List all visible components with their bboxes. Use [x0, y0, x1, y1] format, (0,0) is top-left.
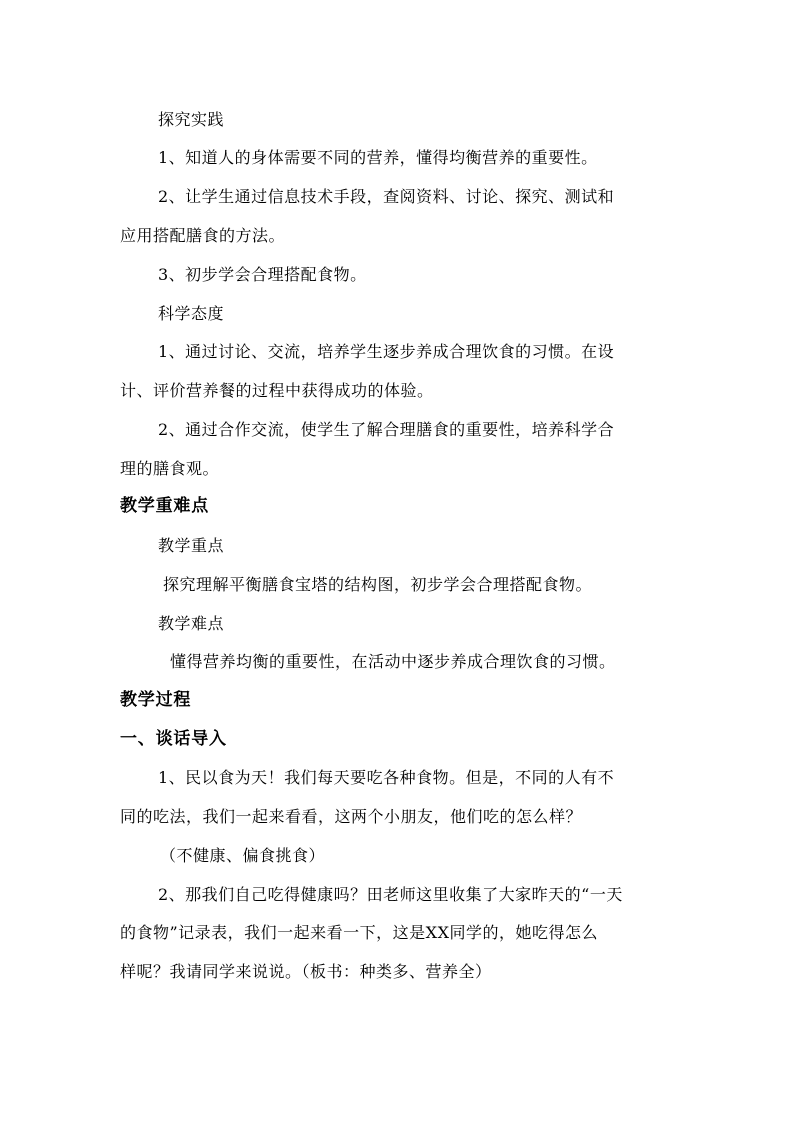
paragraph-line: 应用搭配膳食的方法。	[120, 226, 286, 245]
subheading-teaching-difficulty: 教学难点	[158, 614, 225, 633]
section-heading-key-difficult-points: 教学重难点	[120, 496, 209, 516]
paragraph-line: 1、民以食为天！我们每天要吃各种食物。但是，不同的人有不	[158, 768, 615, 787]
paragraph-line: 2、那我们自己吃得健康吗？田老师这里收集了大家昨天的“一天	[158, 885, 623, 904]
section-heading-introduction: 一、谈话导入	[120, 729, 227, 749]
subheading-scientific-attitude: 科学态度	[158, 304, 225, 323]
paragraph-line: 计、评价营养餐的过程中获得成功的体验。	[120, 381, 434, 400]
paragraph-line: 理的膳食观。	[120, 459, 220, 478]
paragraph-line: 懂得营养均衡的重要性，在活动中逐步养成合理饮食的习惯。	[170, 652, 616, 671]
paragraph-line: 3、初步学会合理搭配食物。	[158, 265, 367, 284]
subheading-inquiry-practice: 探究实践	[158, 110, 225, 129]
paragraph-line: 2、通过合作交流，使学生了解合理膳食的重要性，培养科学合	[158, 420, 615, 439]
paragraph-line: 1、知道人的身体需要不同的营养，懂得均衡营养的重要性。	[158, 148, 598, 167]
paragraph-line: 探究理解平衡膳食宝塔的结构图，初步学会合理搭配食物。	[163, 575, 593, 594]
section-heading-teaching-process: 教学过程	[120, 690, 192, 710]
paragraph-line: 的食物”记录表，我们一起来看一下，这是XX同学的，她吃得怎么	[120, 923, 598, 942]
paragraph-line: 样呢？我请同学来说说。（板书：种类多、营养全）	[120, 962, 492, 981]
paragraph-line: 1、通过讨论、交流，培养学生逐步养成合理饮食的习惯。在设	[158, 342, 615, 361]
paragraph-line: 同的吃法，我们一起来看看，这两个小朋友，他们吃的怎么样？	[120, 807, 583, 826]
subheading-teaching-focus: 教学重点	[158, 536, 225, 555]
paragraph-line: （不健康、偏食挑食）	[160, 846, 326, 865]
paragraph-line: 2、让学生通过信息技术手段，查阅资料、讨论、探究、测试和	[158, 187, 615, 206]
